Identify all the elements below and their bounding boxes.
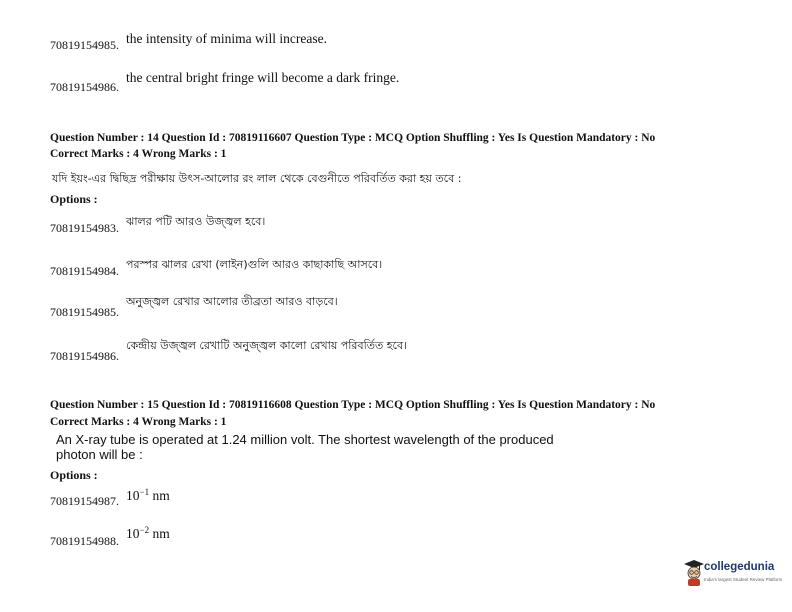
formula-unit: nm <box>149 488 170 503</box>
formula-exponent: −2 <box>139 525 150 535</box>
question-text: যদি ইয়ং-এর দ্বিছিদ্র পরীক্ষায় উৎস-আলোর রং লাল থেকে বেগুনীতে পরিবর্তিত করা হয় তবে : <box>52 172 462 185</box>
formula-base: 10 <box>126 526 140 541</box>
option-text: পরস্পর ঝালর রেখা (লাইন)গুলি আরও কাছাকাছি আসবে। <box>126 258 383 271</box>
marks-line: Correct Marks : 4 Wrong Marks : 1 <box>50 148 227 160</box>
logo-tagline: India's largest Student Review Platform <box>704 577 783 582</box>
option-id: 70819154986. <box>50 80 119 94</box>
marks-line: Correct Marks : 4 Wrong Marks : 1 <box>50 416 227 428</box>
options-label: Options : <box>50 192 98 206</box>
question-text-line2: photon will be : <box>56 447 143 462</box>
option-id: 70819154985. <box>50 38 119 52</box>
option-id: 70819154985. <box>50 305 119 319</box>
option-text: কেন্দ্রীয় উজ্জ্বল রেখাটি অনুজ্জ্বল কালো রেখায় পরিবর্তিত হবে। <box>126 339 408 352</box>
option-id: 70819154983. <box>50 221 119 235</box>
logo-wordmark: collegedunia <box>704 561 775 573</box>
option-text: the central bright fringe will become a dark fringe. <box>126 70 400 85</box>
formula-unit: nm <box>149 526 170 541</box>
options-label: Options : <box>50 468 98 482</box>
graduate-mascot-icon <box>684 560 704 586</box>
formula-base: 10 <box>126 488 140 503</box>
option-text: ঝালর পটি আরও উজ্জ্বল হবে। <box>126 215 266 228</box>
question-header: Question Number : 15 Question Id : 70819116608 Question Type : MCQ Option Shuffling : Yes Is Question Mandatory : No <box>50 399 656 411</box>
option-id: 70819154986. <box>50 349 119 363</box>
question-text-line1: An X-ray tube is operated at 1.24 million volt. The shortest wavelength of the produced <box>56 432 554 447</box>
option-text: অনুজ্জ্বল রেখার আলোর তীব্রতা আরও বাড়বে। <box>126 295 338 308</box>
formula-exponent: −1 <box>139 487 150 497</box>
option-text: the intensity of minima will increase. <box>126 31 327 46</box>
collegedunia-logo <box>684 558 784 592</box>
option-id: 70819154988. <box>50 534 119 548</box>
option-formula <box>126 525 170 542</box>
option-formula <box>126 487 170 504</box>
question-header: Question Number : 14 Question Id : 70819116607 Question Type : MCQ Option Shuffling : Yes Is Question Mandatory : No <box>50 132 656 144</box>
option-id: 70819154984. <box>50 264 119 278</box>
option-id: 70819154987. <box>50 494 119 508</box>
